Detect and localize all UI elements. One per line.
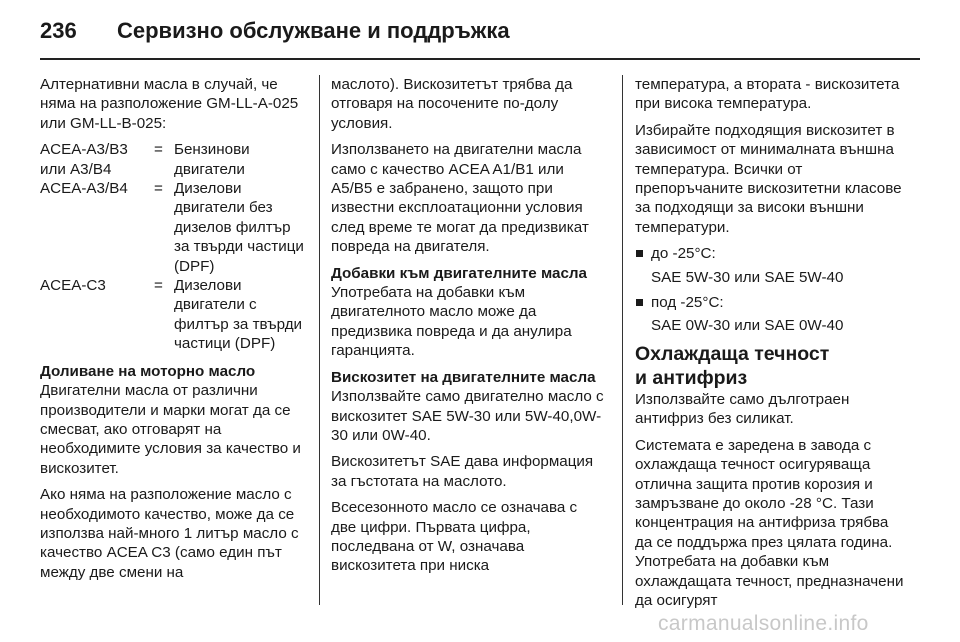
- header-divider: [40, 58, 920, 60]
- spec-equals: =: [154, 277, 163, 295]
- heading-line: и антифриз: [635, 366, 748, 389]
- column-3: [635, 75, 905, 617]
- spec-row: [40, 276, 306, 354]
- spec-equals: =: [154, 180, 163, 198]
- bullet-square-icon: [636, 250, 643, 257]
- section-heading-topping-up-oil: Доливане на моторно масло: [40, 362, 256, 380]
- section-heading-coolant: [635, 342, 905, 390]
- spec-row: [40, 140, 306, 179]
- column-1: [40, 75, 306, 589]
- bullet-square-icon: [636, 299, 643, 306]
- section-heading-oil-additives: Добавки към двигателните масла: [331, 264, 587, 282]
- bullet-item: [635, 293, 905, 312]
- spec-equals: =: [154, 141, 163, 159]
- column-divider-1: [319, 75, 320, 605]
- sae-info-paragraph: Вискозитетът SAE дава информация за гъстотата на маслото.: [331, 453, 594, 490]
- viscosity-continued-paragraph: температура, а втората - вискозитета при висока температура.: [635, 76, 900, 113]
- column-divider-2: [622, 75, 623, 605]
- spec-description: Дизелови двигатели без дизелов филтър за твърди частици (DPF): [174, 180, 304, 275]
- spec-description: Дизелови двигатели с филтър за твърди частици (DPF): [174, 277, 303, 353]
- antifreeze-paragraph: Използвайте само дълготраен антифриз без силикат.: [635, 390, 850, 428]
- page-number: 236: [40, 18, 77, 43]
- bullet-value: SAE 0W-30 или SAE 0W-40: [651, 317, 844, 335]
- spec-description: Бензинови двигатели: [174, 141, 250, 178]
- viscosity-usage-paragraph: Използвайте само двигателно масло с вискозитет SAE 5W-30 или 5W-40,0W-30 или 0W-40.: [331, 388, 604, 444]
- acea-c3-paragraph: Ако няма на разположение масло с необходимото качество, може да се използва най-много 1 литър масло с качество ACEA C3 (само един път между две смени на: [40, 486, 299, 581]
- bullet-item: [635, 244, 905, 263]
- forbidden-oils-paragraph: Използването на двигателни масла само с качество ACEA A1/B1 или A5/B5 е забранено, защото при известни експлоатационни условия след време те могат да предизвикат повреда на двигателя.: [331, 141, 589, 256]
- additives-paragraph: Употребата на добавки към двигателното масло може да предизвика повреда и да анулира гаранцията.: [331, 284, 572, 360]
- column-2: [331, 75, 605, 583]
- choose-viscosity-paragraph: Избирайте подходящия вискозитет в зависимост от минималната външна температура. Всички от препоръчаните вискозитетни класове за подходящи за високи външни температури.: [635, 121, 902, 236]
- bullet-label: до -25°C:: [651, 245, 716, 263]
- bullet-label: под -25°C:: [651, 294, 724, 312]
- spec-code: ACEA-A3/B4: [40, 180, 128, 198]
- page-header: [40, 10, 920, 50]
- oil-spec-table: [40, 140, 306, 353]
- section-heading-oil-viscosity: Вискозитет на двигателните масла: [331, 368, 596, 386]
- spec-code: ACEA-A3/B3 или A3/B4: [40, 141, 128, 178]
- bullet-value: SAE 5W-30 или SAE 5W-40: [651, 268, 844, 286]
- coolant-system-paragraph: Системата е заредена в завода с охлаждаща течност осигуряваща отлична защита против корозия и замръзване до около -28 °C. Тази концентрация на антифриза трябва да се поддържа през цялата година. Употребата на добавки към охлаждащата течност, предназначени да осигурят: [635, 436, 904, 609]
- multigrade-paragraph: Всесезонното масло се означава с две цифри. Първата цифра, последвана от W, означава вискозитета при ниска: [331, 499, 578, 575]
- alt-oils-intro: Алтернативни масла в случай, че няма на разположение GM-LL-A-025 или GM-LL-B-025:: [40, 76, 299, 132]
- page-title: Сервизно обслужване и поддръжка: [117, 18, 510, 43]
- heading-line: Охлаждаща течност: [635, 342, 830, 365]
- mixing-oils-paragraph: Двигателни масла от различни производители и марки могат да се смесват, ако отговарят на необходимите условия за качество и вискозитет.: [40, 382, 301, 477]
- spec-row: [40, 179, 306, 276]
- watermark: carmanualsonline.info: [658, 612, 869, 635]
- spec-code: ACEA-C3: [40, 277, 106, 295]
- viscosity-conditions-paragraph: маслото). Вискозитетът трябва да отговаря на посочените по-долу условия.: [331, 76, 573, 132]
